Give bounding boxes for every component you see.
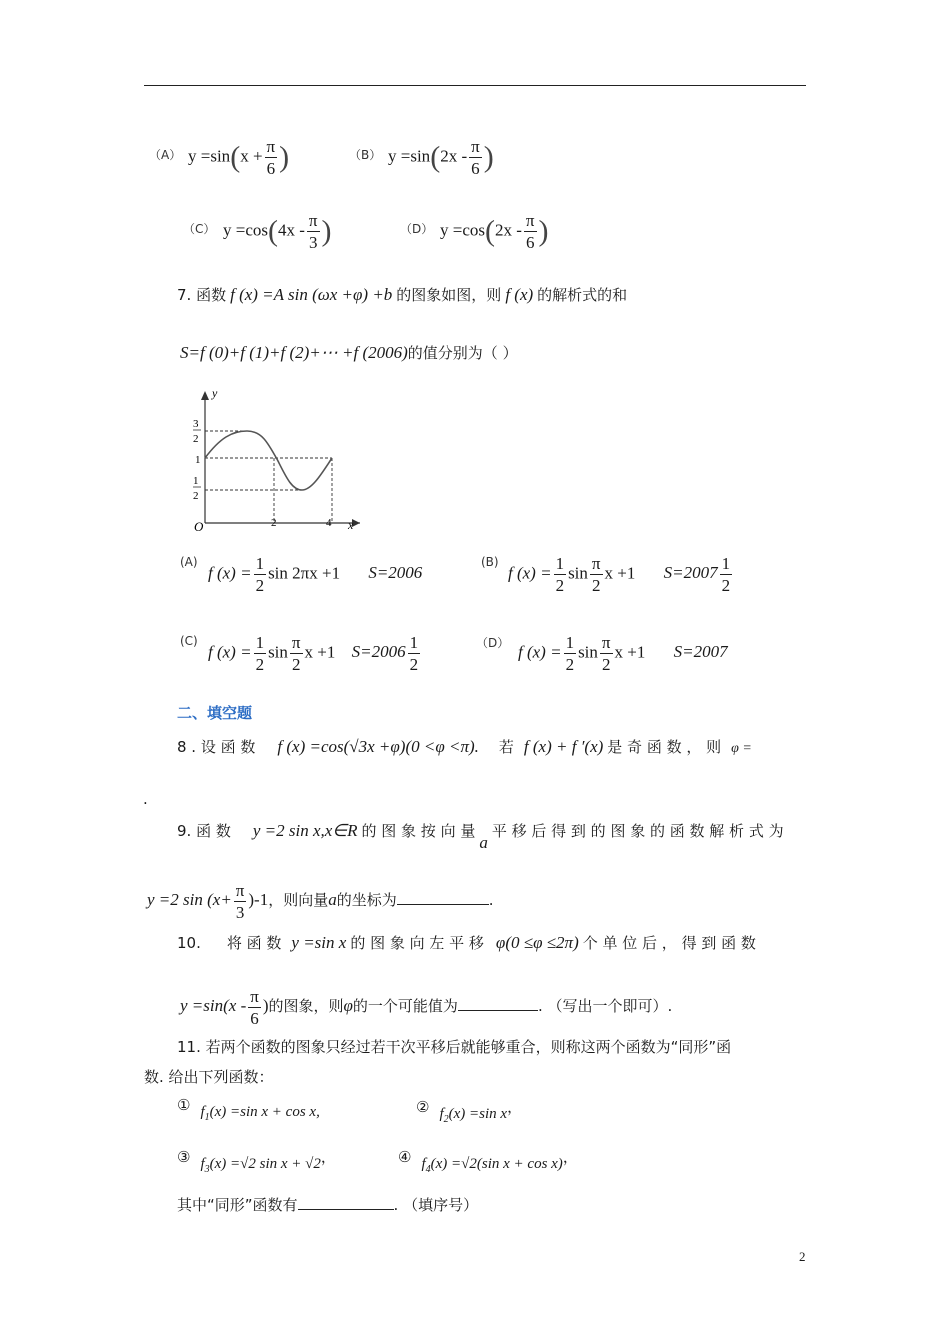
y-tick-3: 3 xyxy=(193,418,199,430)
q7-option-d-formula: f (x) = $\frac{1}{2}$ sin $\frac{\pi}{2}$ x +1 S=2007 xyxy=(518,633,728,674)
q6-option-b-formula: y =sin(2x - $\frac{\pi}{6}$ ) xyxy=(388,137,494,178)
q7-sum: S=f (0)+f (1)+f (2)+⋯ +f (2006)的值分别为（ ） xyxy=(180,343,518,362)
q6-option-d-formula: y =cos(2x - $\frac{\pi}{6}$ ) xyxy=(440,211,549,252)
svg-text:2: 2 xyxy=(193,490,199,502)
origin-label: O xyxy=(194,519,204,533)
q7-option-b-label: (B) xyxy=(481,555,499,569)
q7-option-b-formula: f (x) = $\frac{1}{2}$ sin $\frac{\pi}{2}$ x +1 S=2007 $\frac{1}{2}$ xyxy=(508,554,731,595)
y-axis-arrow xyxy=(201,391,209,400)
page-number: 2 xyxy=(799,1249,806,1264)
q10-result: y =sin(x - $\frac{\pi}{6}$ )的图象，则φ的一个可能值为 . （写出一个即可）. xyxy=(180,987,673,1028)
q7-option-d-label: （D） xyxy=(476,636,510,650)
header-rule xyxy=(144,85,806,86)
q6-option-b-label: （B） xyxy=(349,148,382,162)
q7-option-c-formula: f (x) = $\frac{1}{2}$ sin $\frac{\pi}{2}$ x +1 S=2006 $\frac{1}{2}$ xyxy=(208,633,419,674)
q7-graph xyxy=(190,383,365,533)
q9-stem: 9. 函 数 y =2 sin x,x∈R 的 图 象 按 向 量 a 平 移 后 得 到 的 图 象 的 函 数 解 析 式 为 xyxy=(177,821,784,852)
q11-line2: 数. 给出下列函数： xyxy=(144,1068,274,1086)
q9-result: y =2 sin (x+ $\frac{\pi}{3}$ )-1，则向量a的坐标为 . xyxy=(147,881,494,922)
q7-option-a-label: (A) xyxy=(180,555,198,569)
q11-f4: ④ $f_4(x) =√2(\sin$ x + cos x)， xyxy=(398,1148,578,1175)
q7-option-c-label: (C) xyxy=(180,634,198,648)
x-tick-2: 2 xyxy=(271,517,277,529)
q11-f2: ② $f_2(x) =\sin$ x， xyxy=(416,1098,523,1125)
y-tick-1: 1 xyxy=(195,454,201,466)
q10-stem: 10. 将 函 数 y =sin x 的 图 象 向 左 平 移 φ(0 ≤φ ≤2π) 个 单 位 后 ， 得 到 函 数 xyxy=(177,933,756,952)
q8-stem: 8 . 设 函 数 f (x) =cos(√3x +φ)(0 <φ <π). 若 f (x) + f ′(x) 是 奇 函 数 ， 则 φ = xyxy=(177,737,752,756)
q11-answer-blank[interactable] xyxy=(298,1195,394,1210)
q6-option-a-formula: y =sin(x + $\frac{\pi}{6}$ ) xyxy=(188,137,290,178)
y-tick-half: 1 xyxy=(193,475,199,487)
q10-answer-blank[interactable] xyxy=(458,996,538,1011)
sine-curve xyxy=(205,431,332,490)
q11-answer: 其中“同形”函数有 . （填序号） xyxy=(177,1196,479,1214)
q11-f1: ① $f_1(x) =\sin$ x + cos x, xyxy=(177,1096,320,1123)
y-axis-label: y xyxy=(212,386,218,400)
q6-option-c-formula: y =cos(4x - $\frac{\pi}{3}$ ) xyxy=(223,211,332,252)
q6-option-a-label: （A） xyxy=(149,148,182,162)
q6-option-d-label: （D） xyxy=(400,222,434,236)
q9-answer-blank[interactable] xyxy=(397,890,489,905)
svg-text:2: 2 xyxy=(193,433,199,445)
x-axis-label: x xyxy=(348,518,354,532)
q8-end-dot: . xyxy=(143,790,148,808)
q7-option-a-formula: f (x) = $\frac{1}{2}$ sin 2πx +1 S=2006 xyxy=(208,554,423,595)
q11-line1: 11. 若两个函数的图象只经过若干次平移后就能够重合，则称这两个函数为“同形”函 xyxy=(177,1038,732,1056)
q6-option-c-label: （C） xyxy=(183,222,216,236)
q7-stem: 7. 函数 f (x) =A sin (ωx +φ) +b 的图象如图，则 f (x) 的解析式的和 xyxy=(177,285,628,304)
section-2-title: 二、填空题 xyxy=(177,704,253,722)
q11-f3: ③ $f_3(x) =√2$ sin x + √2， xyxy=(177,1148,336,1175)
x-tick-4: 4 xyxy=(326,517,332,529)
